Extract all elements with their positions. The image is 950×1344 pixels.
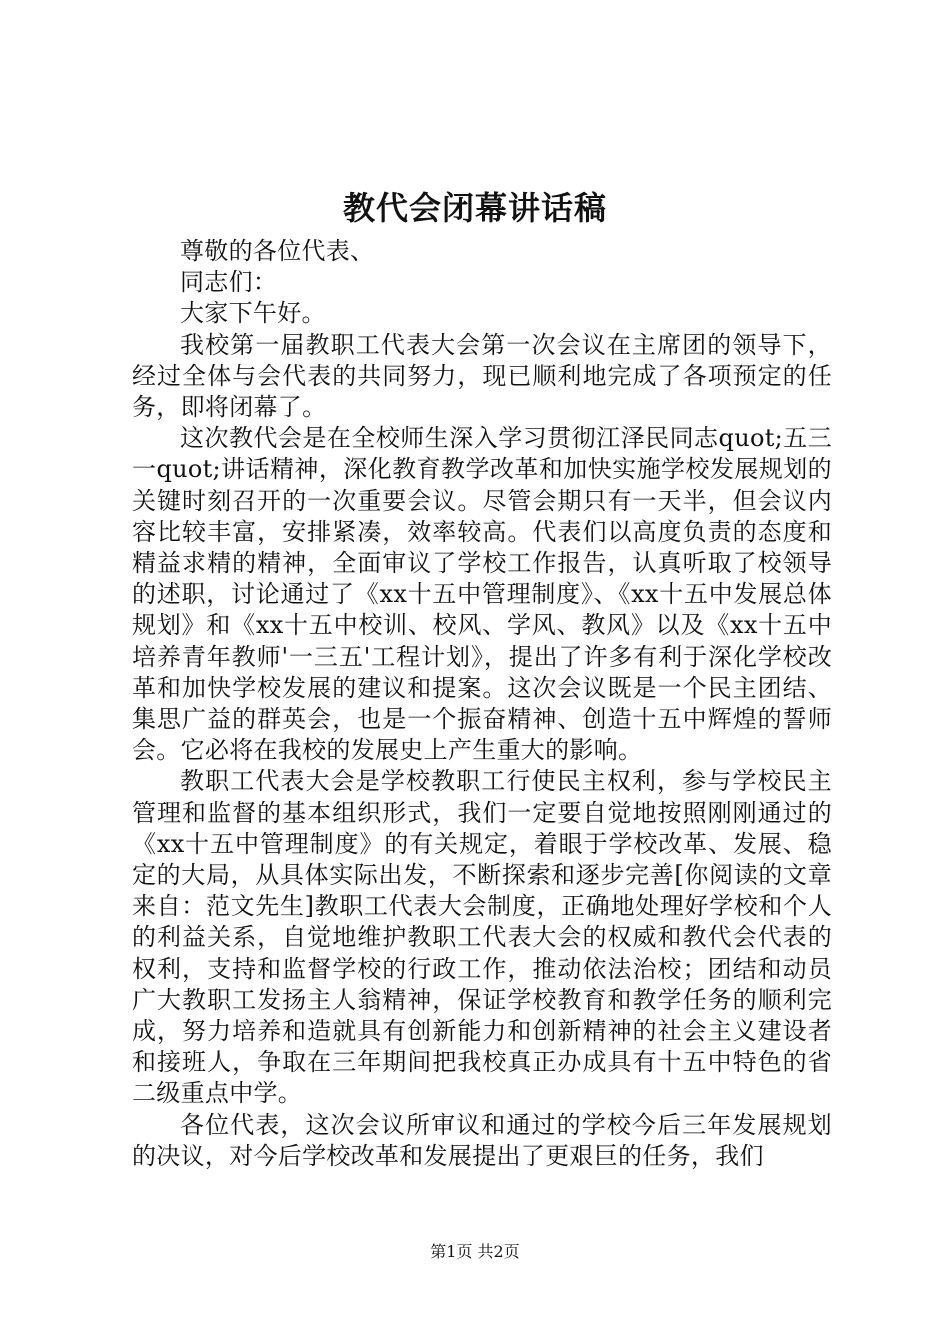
paragraph-opening: 我校第一届教职工代表大会第一次会议在主席团的领导下，经过全体与会代表的共同努力，现已顺利地完成了各项预定的任务，即将闭幕了。 bbox=[132, 330, 832, 422]
paragraph-greeting: 大家下午好。 bbox=[180, 299, 326, 328]
paragraph-meeting-summary: 这次教代会是在全校师生深入学习贯彻江泽民同志quot;五三一quot;讲话精神，深化教育教学改革和加快实施学校发展规划的关键时刻召开的一次重要会议。尽管会期只有一天半，但会议内容比较丰富，安排紧凑，效率较高。代表们以高度负责的态度和精益求精的精神，全面审议了学校工作报告，认真听取了校领导的述职，讨论通过了《xx十五中管理制度》、《xx十五中发展总体规划》和《xx十五中校训、校风、学风、教风》以及《xx十五中培养青年教师'一三五'工程计划》，提出了许多有利于深化学校改革和加快学校发展的建议和提案。这次会议既是一个民主团结、集思广益的群英会，也是一个振奋精神、创造十五中辉煌的誓师会。它必将在我校的发展史上产生重大的影响。 bbox=[132, 424, 832, 765]
paragraph-salutation-1: 尊敬的各位代表、 bbox=[180, 237, 375, 265]
document-body bbox=[132, 236, 832, 1172]
paragraph-closing-start: 各位代表，这次会议所审议和通过的学校今后三年发展规划的决议，对今后学校改革和发展提出了更艰巨的任务，我们 bbox=[132, 1110, 832, 1170]
document-title: 教代会闭幕讲话稿 bbox=[342, 189, 607, 227]
page-number: 第1页 共2页 bbox=[430, 1242, 520, 1261]
paragraph-congress-role: 教职工代表大会是学校教职工行使民主权利，参与学校民主管理和监督的基本组织形式，我们一定要自觉地按照刚刚通过的《xx十五中管理制度》的有关规定，着眼于学校改革、发展、稳定的大局，从具体实际出发，不断探索和逐步完善[你阅读的文章来自：范文先生]教职工代表大会制度，正确地处理好学校和个人的利益关系，自觉地维护教职工代表大会的权威和教代会代表的权利，支持和监督学校的行政工作，推动依法治校；团结和动员广大教职工发扬主人翁精神，保证学校教育和教学任务的顺利完成，努力培养和造就具有创新能力和创新精神的社会主义建设者和接班人，争取在三年期间把我校真正办成具有十五中特色的省二级重点中学。 bbox=[132, 767, 832, 1108]
paragraph-salutation-2: 同志们： bbox=[180, 268, 278, 297]
